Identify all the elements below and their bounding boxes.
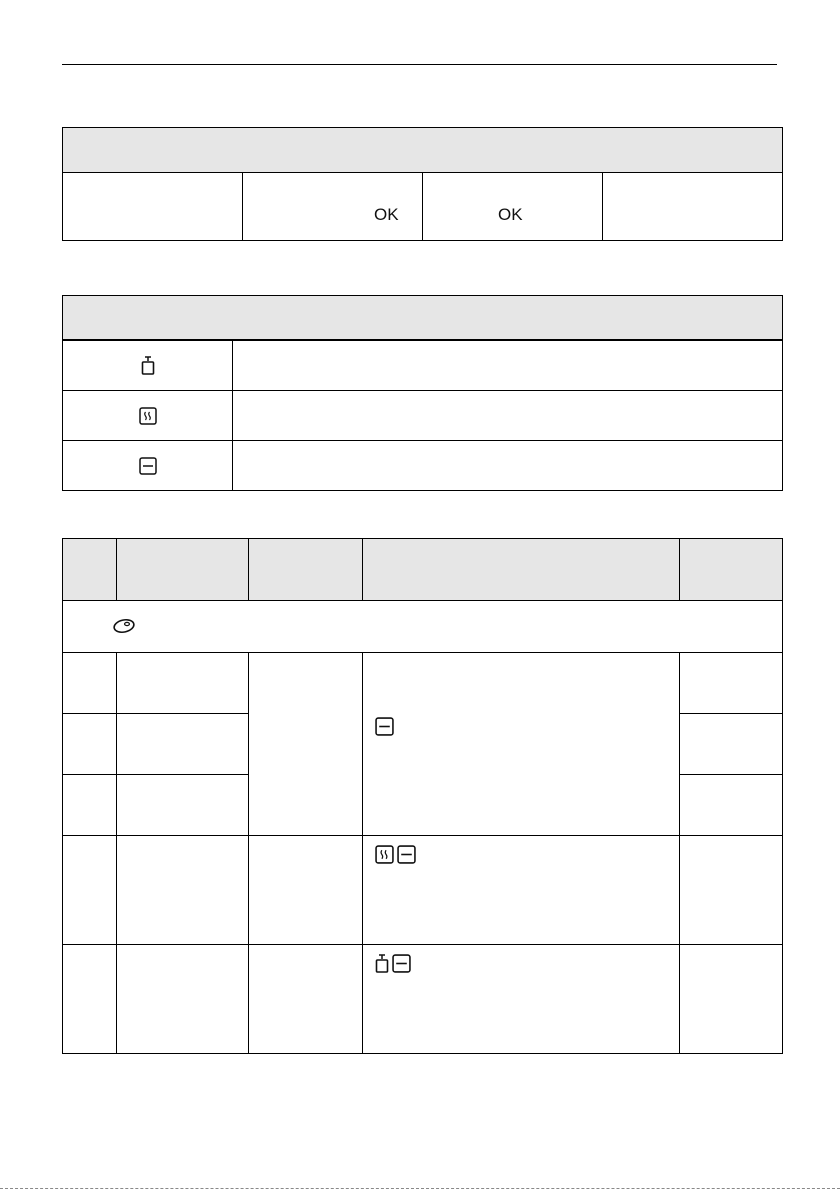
steam-heat-icon (375, 845, 394, 864)
legend-symbol-cell (63, 441, 233, 491)
program-food-cell (117, 775, 249, 836)
bottom-heat-icon (392, 954, 411, 973)
bottom-heat-icon (397, 845, 416, 864)
step-4-cell (603, 173, 783, 241)
program-number-cell (63, 945, 117, 1054)
legend-description-cell (233, 340, 783, 391)
step-3-cell (423, 173, 603, 241)
step-2-cell (243, 173, 423, 241)
program-time-cell (680, 836, 783, 945)
bottom-heat-icon (139, 457, 157, 475)
legend-description-cell (233, 391, 783, 441)
program-number-cell (63, 714, 117, 775)
column-header-weight (249, 539, 363, 601)
function-icons (375, 954, 411, 974)
page-bottom-dashed-rule (0, 1188, 840, 1189)
legend-description-cell (233, 441, 783, 491)
bottom-heat-icon (375, 717, 394, 736)
column-header-number (63, 539, 117, 601)
program-function-cell (363, 945, 680, 1054)
program-number-cell (63, 653, 117, 714)
program-time-cell (680, 653, 783, 714)
program-food-cell (117, 945, 249, 1054)
ok-key-label: OK (498, 205, 523, 224)
program-weight-cell (249, 653, 363, 836)
program-function-cell (363, 836, 680, 945)
key-sequence-header (63, 128, 783, 173)
program-time-cell (680, 775, 783, 836)
program-food-cell (117, 714, 249, 775)
header-rule (62, 64, 777, 65)
key-sequence-table (62, 127, 783, 241)
program-time-cell (680, 714, 783, 775)
legend-symbol-cell (63, 391, 233, 441)
meat-category-icon (112, 616, 136, 634)
symbol-legend-header (63, 296, 783, 341)
bottle-timer-icon (375, 954, 389, 974)
category-row-meat (63, 601, 783, 653)
column-header-function (363, 539, 680, 601)
program-number-cell (63, 775, 117, 836)
column-header-time (680, 539, 783, 601)
program-table (62, 538, 783, 1054)
symbol-legend-table (62, 295, 783, 491)
program-food-cell (117, 836, 249, 945)
bottle-timer-icon (141, 356, 155, 376)
program-weight-cell (249, 945, 363, 1054)
program-food-cell (117, 653, 249, 714)
program-function-cell (363, 653, 680, 836)
ok-key-label: OK (374, 205, 399, 224)
step-1-cell (63, 173, 243, 241)
program-time-cell (680, 945, 783, 1054)
steam-heat-icon (139, 407, 157, 425)
column-header-food (117, 539, 249, 601)
function-icons (375, 845, 416, 864)
program-number-cell (63, 836, 117, 945)
legend-symbol-cell (63, 340, 233, 391)
program-weight-cell (249, 836, 363, 945)
